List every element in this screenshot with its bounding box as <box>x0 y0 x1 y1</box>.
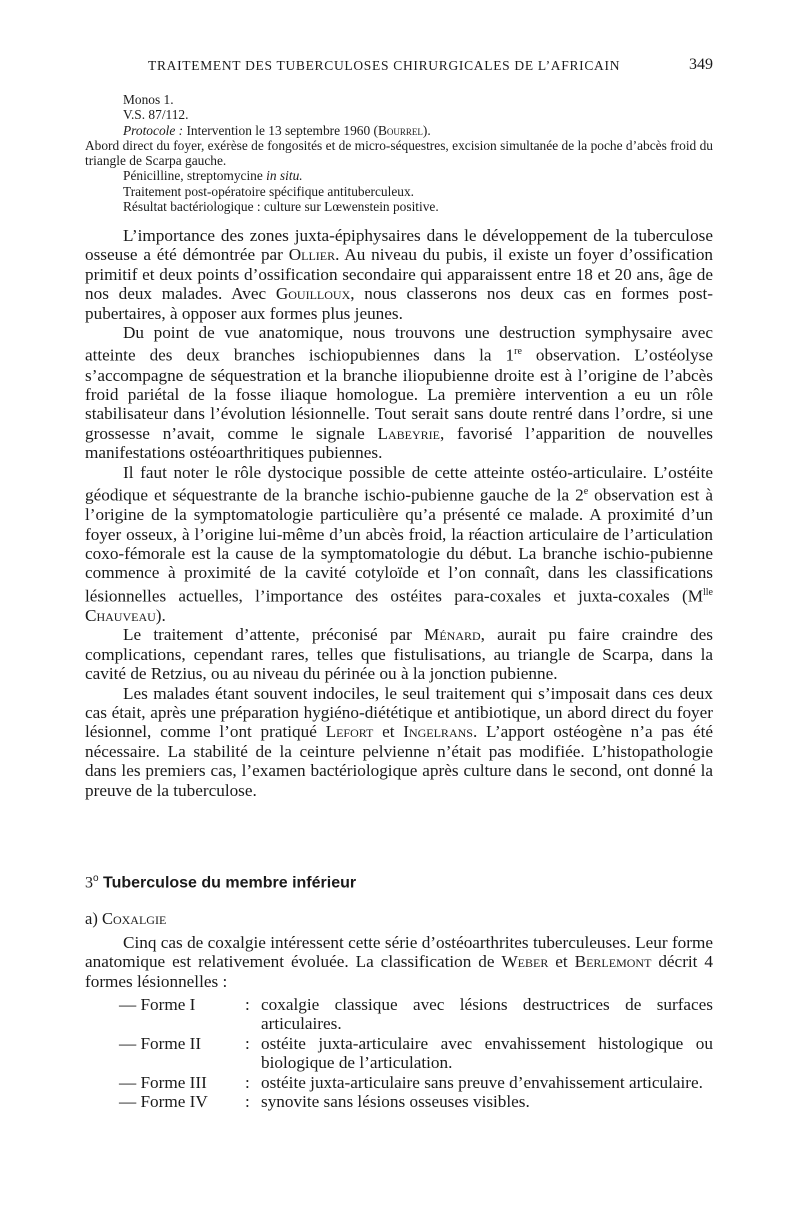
running-head <box>148 58 713 74</box>
protocole-end: ). <box>422 122 431 138</box>
main-text <box>85 226 713 800</box>
p2-superscript: re <box>514 346 522 358</box>
section-number: 3 <box>85 874 93 892</box>
form-description: coxalgie classique avec lésions destructrices de surfaces articulaires. <box>261 995 713 1034</box>
coxalgie-paragraph <box>85 933 713 991</box>
cox-text-a: Cinq cas de coxalgie intéressent cette série d’ostéoarthrites tuberculeuses. Leur forme anatomique est relativement évoluée. La classification de <box>85 933 713 972</box>
cox-and: et <box>548 952 575 972</box>
p2-text-a: Du point de vue anatomique, nous trouvons une destruction symphysaire avec atteinte des deux branches ischiopubiennes dans la 1 <box>85 323 713 366</box>
form-description: ostéite juxta-articulaire sans preuve d’envahissement articulaire. <box>261 1072 703 1092</box>
section-title: Tuberculose du membre inférieur <box>98 874 357 892</box>
protocole-author: Bourrel <box>377 122 423 138</box>
author-chauveau: Chauveau <box>85 605 156 625</box>
list-item <box>85 1092 713 1111</box>
note-abord <box>47 138 713 169</box>
note-penicilline <box>85 168 713 183</box>
p1-text-a: L’importance des zones juxta-épiphysaires dans le développement de la tuberculose osseuse a été démontrée par <box>85 226 713 265</box>
paragraph-1 <box>85 226 713 323</box>
author-weber: Weber <box>501 952 549 972</box>
note-protocole <box>85 123 713 138</box>
form-label: — Forme III <box>119 1072 207 1092</box>
p3-text-c: ). <box>155 605 166 625</box>
list-item <box>85 1073 713 1092</box>
cox-text-b: décrit 4 formes lésionnelles : <box>85 952 713 991</box>
abord-text: Abord direct du foyer, exérèse de fongosités et de micro-séquestres, excision simultanée de la poche d’abcès froid du triangle de Scarpa gauche. <box>85 137 713 169</box>
subsection-label: a) <box>85 909 102 928</box>
list-item <box>85 1034 713 1073</box>
p5-and: et <box>373 722 404 742</box>
p4-text-a: Le traitement d’attente, préconisé par <box>123 625 425 645</box>
p3-text-a: Il faut noter le rôle dystocique possible de cette atteinte ostéo-articulaire. L’ostéite géodique et séquestrante de la branche ischio-pubienne gauche de la 2 <box>85 462 713 505</box>
protocole-label: Protocole : <box>123 122 184 138</box>
p1-text-c: , nous classerons nos deux cas en formes post-pubertaires, à opposer aux formes plus jeunes. <box>85 284 714 323</box>
section-number-sup: o <box>93 873 99 884</box>
note-vs: V.S. 87/112. <box>123 107 189 123</box>
section-heading <box>85 873 356 892</box>
coxalgie-text <box>85 933 713 991</box>
p1-text-b: . Au niveau du pubis, il existe un foyer d’ossification primitif et deux points d’ossification secondaire qui apparaissent entre 18 et 20 ans, âge de nos deux malades. Avec <box>85 245 714 304</box>
note-resultat: Résultat bactériologique : culture sur Lœwenstein positive. <box>123 199 439 215</box>
paragraph-3 <box>85 463 713 626</box>
form-colon: : <box>245 1092 250 1112</box>
case-note <box>85 92 713 214</box>
subsection-title: Coxalgie <box>101 909 167 928</box>
protocole-text: Intervention le 13 septembre 1960 ( <box>183 122 378 138</box>
paragraph-4 <box>85 625 713 683</box>
author-lefort: Lefort <box>325 722 374 742</box>
list-item <box>85 995 713 1034</box>
form-label: — Forme IV <box>119 1092 208 1112</box>
p5-text-a: Les malades étant souvent indociles, le seul traitement qui s’imposait dans ces deux cas était, après une préparation hygiéno-diététique et antibiotique, un abord direct du foyer lésionnel, comme l’ont pratiqué <box>85 683 713 742</box>
form-colon: : <box>245 1072 250 1092</box>
form-description: ostéite juxta-articulaire avec envahissement histologique ou biologique de l’articulation. <box>261 1033 713 1073</box>
form-description: synovite sans lésions osseuses visibles. <box>261 1092 530 1112</box>
author-gouilloux: Gouilloux <box>275 284 351 304</box>
author-berlemont: Berlemont <box>574 952 652 972</box>
p4-text-b: , aurait pu faire craindre des complications, cependant rares, telles que fistulisations, au triangle de Scarpa, dans la cavité de Retzius, ou au niveau du périnée ou à la jonction pubienne. <box>85 625 713 684</box>
p3-superscript-mlle: lle <box>703 586 713 598</box>
running-head-title: TRAITEMENT DES TUBERCULOSES CHIRURGICALES DE L’AFRICAIN <box>148 58 621 73</box>
forms-list <box>85 995 713 1111</box>
author-ingelrans: Ingelrans <box>403 722 473 742</box>
form-label: — Forme II <box>119 1033 202 1053</box>
form-label: — Forme I <box>119 995 196 1014</box>
author-menard: Ménard <box>424 625 481 645</box>
penicilline-italic: in situ. <box>266 168 303 184</box>
form-colon: : <box>245 1033 250 1053</box>
p3-text-b: observation est à l’origine de la symptomatologie particulière qu’a présenté ce malade. A proximité d’un foyer osseux, à l’origine lui-même d’un abcès froid, la réaction articulaire de l’articulation coxo-fémorale est la cause de la symptomatologie du début. La branche ischio-pubienne commence à proximité de la cavité cotyloïde et l’on connaît, dans les classifications lésionnelles actuelles, l’importance des ostéites para-coxales et juxta-coxales (M <box>85 485 713 606</box>
penicilline-text: Pénicilline, streptomycine <box>123 168 267 184</box>
paragraph-5 <box>85 684 713 800</box>
page-number: 349 <box>689 56 713 73</box>
subsection-heading <box>85 909 166 929</box>
p5-text-b: . L’apport ostéogène n’a pas été nécessaire. La stabilité de la ceinture pelvienne n’était pas modifiée. L’histopathologie dans les premiers cas, l’examen bactériologique après culture dans le second, ont donné la preuve de la tuberculose. <box>85 722 713 800</box>
note-monos: Monos 1. <box>123 92 174 107</box>
note-traitement: Traitement post-opératoire spécifique antituberculeux. <box>123 183 415 199</box>
form-colon: : <box>245 995 250 1014</box>
p3-superscript: e <box>583 486 589 498</box>
p2-text-b: observation. L’ostéolyse s’accompagne de séquestration et la branche iliopubienne droite est à l’origine de l’abcès froid pariétal de la fosse iliaque homologue. La première intervention a eu un rôle stabilisateur dans l’évolution lésionnelle. Tout serait sans doute rentré dans l’ordre, si une grossesse n’avait, comme le signale <box>85 346 713 443</box>
author-labeyrie: Labeyrie <box>377 423 440 443</box>
author-ollier: Ollier <box>288 245 336 265</box>
p2-text-c: , favorisé l’apparition de nouvelles manifestations ostéoarthritiques pubiennes. <box>85 423 713 463</box>
paragraph-2 <box>85 323 713 463</box>
